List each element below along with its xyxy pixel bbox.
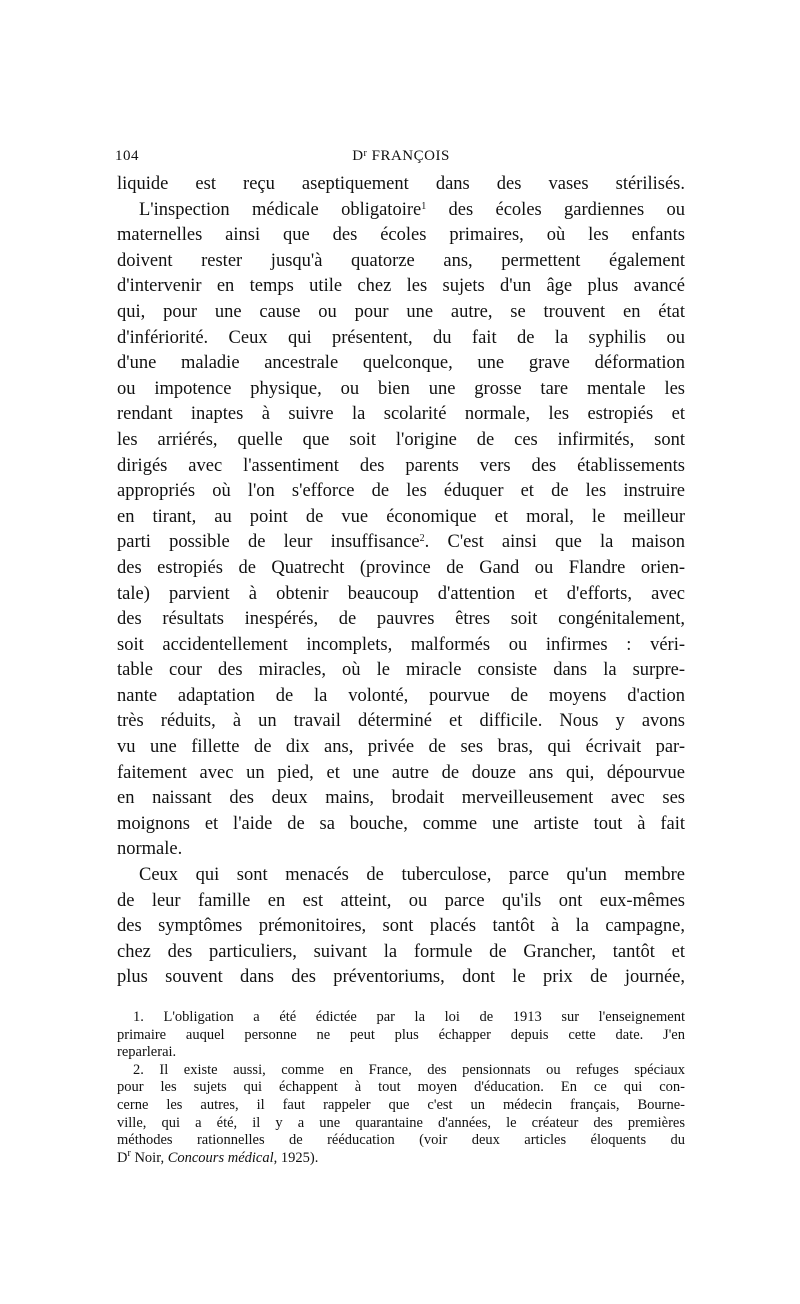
text-line: de leur famille en est atteint, ou parce qu'ils ont eux-mêmes (117, 890, 685, 911)
text-line: des estropiés de Quatrecht (province de Gand ou Flandre orien- (117, 557, 685, 578)
text-line: table cour des miracles, où le miracle consiste dans la surpre- (117, 660, 685, 681)
footnote-line (117, 1147, 685, 1168)
running-title-superscript: r (363, 148, 368, 159)
text-line: en tirant, au point de vue économique et moral, le meilleur (117, 506, 685, 527)
text-segment: . C'est ainsi que la maison (424, 532, 685, 553)
footnote-line: reparlerai. (117, 1044, 177, 1061)
text-line: moignons et l'aide de sa bouche, comme une artiste tout à fait (117, 813, 685, 834)
footnote-reference[interactable]: 2 (419, 533, 425, 545)
text-line: plus souvent dans des préventoriums, dont le prix de journée, (117, 967, 685, 988)
footnote-line: primaire auquel personne ne peut plus échapper depuis cette date. J'en (117, 1026, 685, 1043)
text-line: doivent rester jusqu'à quatorze ans, permettent également (117, 250, 685, 271)
text-line: en naissant des deux mains, brodait merveilleusement avec ses (117, 788, 685, 809)
text-line: dirigés avec l'assentiment des parents vers des établissements (117, 455, 685, 476)
text-line: nante adaptation de la volonté, pourvue de moyens d'action (117, 685, 685, 706)
footnotes (117, 1009, 685, 1167)
text-segment: L'inspection médicale obligatoire (139, 199, 422, 220)
page-number: 104 (115, 148, 139, 164)
running-title-prefix: D (352, 148, 364, 164)
text-line: des résultats inespérés, de pauvres êtres soit congénitalement, (117, 609, 685, 630)
text-line: soit accidentellement incomplets, malformés ou infirmes : véri- (117, 634, 685, 655)
body-text (117, 172, 685, 991)
footnote-reference[interactable]: 1 (421, 200, 427, 212)
footnote-line: méthodes rationnelles de rééducation (voir deux articles éloquents du (117, 1132, 685, 1149)
text-line: des symptômes prémonitoires, sont placés tantôt à la campagne, (117, 916, 685, 937)
running-title-name: FRANÇOIS (367, 148, 450, 164)
text-line: Ceux qui sont menacés de tuberculose, parce qu'un membre (139, 865, 685, 886)
text-line: rendant inaptes à suivre la scolarité normale, les estropiés et (117, 404, 685, 425)
footnote-segment: D (117, 1149, 128, 1166)
footnote-segment: , 1925). (273, 1149, 319, 1166)
text-line: chez des particuliers, suivant la formule de Grancher, tantôt et (117, 941, 685, 962)
text-segment: des écoles gardiennes ou (426, 199, 685, 220)
text-line: les arriérés, quelle que soit l'origine de ces infirmités, sont (117, 429, 685, 450)
footnote-superscript: r (127, 1147, 131, 1159)
text-line: très réduits, à un travail déterminé et difficile. Nous y avons (117, 711, 685, 732)
text-line: d'intervenir en temps utile chez les sujets d'un âge plus avancé (117, 276, 685, 297)
page (117, 146, 685, 1167)
text-line (117, 198, 685, 224)
running-title (117, 148, 685, 165)
text-line: ou impotence physique, ou bien une grosse tare mentale les (117, 378, 685, 399)
footnote-segment: Noir, (130, 1149, 168, 1166)
text-line: liquide est reçu aseptiquement dans des vases stérilisés. (117, 174, 685, 194)
footnote-line: 2. Il existe aussi, comme en France, des pensionnats ou refuges spéciaux (133, 1061, 685, 1078)
footnote-line: cerne les autres, il faut rappeler que c'est un médecin français, Bourne- (117, 1096, 685, 1113)
text-line: faitement avec un pied, et une autre de douze ans qui, dépourvue (117, 762, 685, 783)
text-line: normale. (117, 839, 183, 860)
text-line: d'infériorité. Ceux qui présentent, du fait de la syphilis ou (117, 327, 685, 348)
footnote-line: ville, qui a été, il y a une quarantaine d'années, le créateur des premières (117, 1114, 685, 1131)
footnote-line: pour les sujets qui échappent à tout moyen d'éducation. En ce qui con- (117, 1079, 685, 1096)
footnote-line: 1. L'obligation a été édictée par la loi de 1913 sur l'enseignement (133, 1009, 685, 1025)
text-line: d'une maladie ancestrale quelconque, une grave déformation (117, 353, 685, 374)
text-line: appropriés où l'on s'efforce de les éduquer et de les instruire (117, 481, 685, 502)
text-line: tale) parvient à obtenir beaucoup d'attention et d'efforts, avec (117, 583, 685, 604)
text-segment: parti possible de leur insuffisance (117, 532, 420, 553)
text-line: qui, pour une cause ou pour une autre, se trouvent en état (117, 301, 685, 322)
running-head (117, 146, 685, 172)
text-line: maternelles ainsi que des écoles primaires, où les enfants (117, 225, 685, 246)
text-line: vu une fillette de dix ans, privée de ses bras, qui écrivait par- (117, 737, 685, 758)
text-line (117, 530, 685, 556)
journal-title: Concours médical (167, 1149, 274, 1166)
